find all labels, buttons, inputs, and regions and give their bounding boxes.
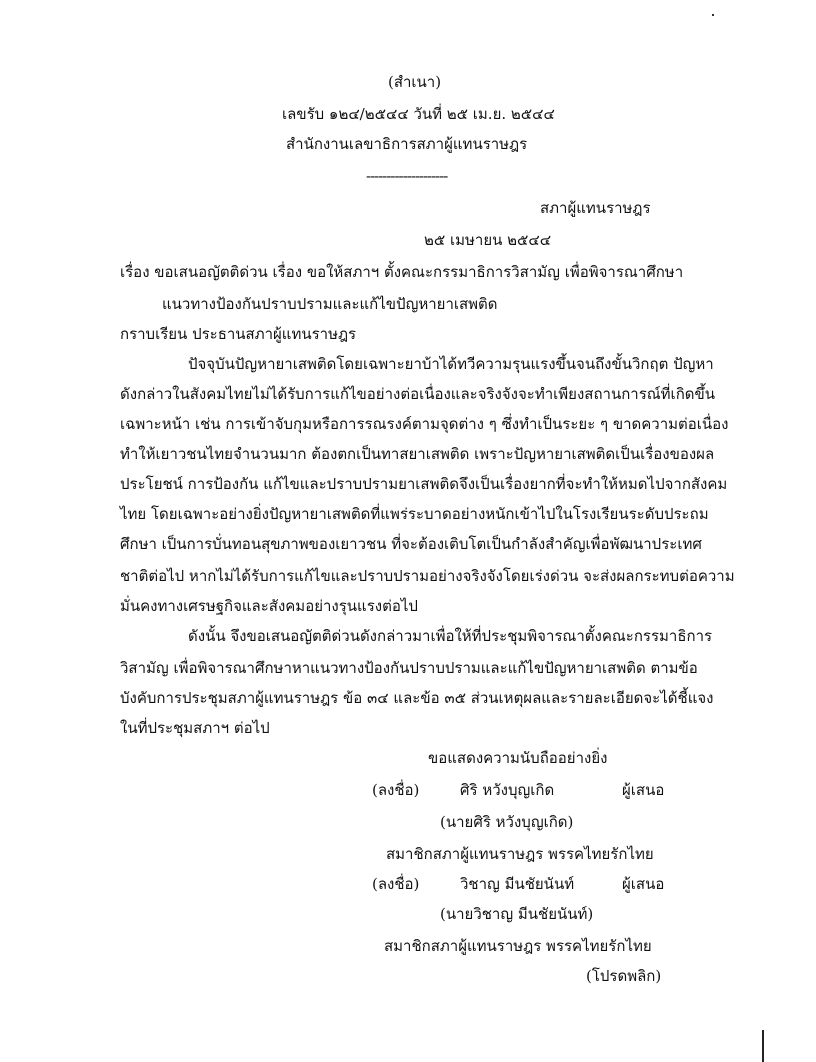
header-divider: -------------------- xyxy=(366,167,448,185)
office-name: สำนักงานเลขาธิการสภาผู้แทนราษฎร xyxy=(286,135,528,153)
printed-name: (นายวิชาญ มีนชัยนันท์) xyxy=(440,905,594,923)
paragraph-line: วิสามัญ เพื่อพิจารณาศึกษาหาแนวทางป้องกันปราบปรามและแก้ไขปัญหายาเสพติด ตามข้อ xyxy=(120,659,698,677)
document-date: ๒๕ เมษายน ๒๕๔๔ xyxy=(424,231,552,249)
paragraph-line: ชาติต่อไป หากไม่ได้รับการแก้ไขและปราบปรามอย่างจริงจังโดยเร่งด่วน จะส่งผลกระทบต่อความ xyxy=(120,567,735,585)
signed-name: วิชาญ มีนชัยนันท์ xyxy=(460,875,575,893)
closing-phrase: ขอแสดงความนับถืออย่างยิ่ง xyxy=(428,749,608,767)
paragraph-line: ไทย โดยเฉพาะอย่างยิ่งปัญหายาเสพติดที่แพร่ระบาดอย่างหนักเข้าไปในโรงเรียนระดับประถม xyxy=(120,505,709,523)
paragraph-line: บังคับการประชุมสภาผู้แทนราษฎร ข้อ ๓๔ และข้อ ๓๕ ส่วนเหตุผลและรายละเอียดจะได้ชี้แจง xyxy=(120,689,714,707)
signer-role: ผู้เสนอ xyxy=(622,875,665,893)
paragraph-line: ดังนั้น จึงขอเสนอญัตติด่วนดังกล่าวมาเพื่อให้ที่ประชุมพิจารณาตั้งคณะกรรมาธิการ xyxy=(188,627,713,645)
scan-edge-line xyxy=(762,1030,764,1062)
paragraph-line: เฉพาะหน้า เช่น การเข้าจับกุมหรือการรณรงค์ตามจุดต่าง ๆ ซึ่งทำเป็นระยะ ๆ ขาดความต่อเนื่อง xyxy=(120,415,729,433)
salutation: กราบเรียน ประธานสภาผู้แทนราษฎร xyxy=(120,325,357,343)
signer-role: ผู้เสนอ xyxy=(622,781,665,799)
signer-position: สมาชิกสภาผู้แทนราษฎร พรรคไทยรักไทย xyxy=(386,845,654,863)
subject-line-1: เรื่อง ขอเสนอญัตติด่วน เรื่อง ขอให้สภาฯ ตั้งคณะกรรมาธิการวิสามัญ เพื่อพิจารณาศึกษา xyxy=(120,263,684,281)
sign-label: (ลงชื่อ) xyxy=(372,875,420,893)
paragraph-line: ศึกษา เป็นการบั่นทอนสุขภาพของเยาวชน ที่จะต้องเติบโตเป็นกำลังสำคัญเพื่อพัฒนาประเทศ xyxy=(120,535,702,553)
paragraph-line: ดังกล่าวในสังคมไทยไม่ได้รับการแก้ไขอย่างต่อเนื่องและจริงจังจะทำเพียงสถานการณ์ที่เกิดขึ้น xyxy=(120,385,716,403)
subject-line-2: แนวทางป้องกันปราบปรามและแก้ไขปัญหายาเสพติด xyxy=(162,295,498,313)
turn-page-note: (โปรดพลิก) xyxy=(586,967,662,985)
signer-position: สมาชิกสภาผู้แทนราษฎร พรรคไทยรักไทย xyxy=(384,937,652,955)
copy-mark: (สำเนา) xyxy=(388,73,442,91)
sender-org: สภาผู้แทนราษฎร xyxy=(540,199,651,217)
scan-speck xyxy=(712,14,714,16)
sign-label: (ลงชื่อ) xyxy=(372,781,420,799)
paragraph-line: ปัจจุบันปัญหายาเสพติดโดยเฉพาะยาบ้าได้ทวีความรุนแรงขึ้นจนถึงขั้นวิกฤต ปัญหา xyxy=(188,355,714,373)
receipt-number: เลขรับ ๑๒๔/๒๕๔๔ วันที่ ๒๕ เม.ย. ๒๕๔๔ xyxy=(282,105,555,123)
paragraph-line: ทำให้เยาวชนไทยจำนวนมาก ต้องตกเป็นทาสยาเสพติด เพราะปัญหายาเสพติดเป็นเรื่องของผล xyxy=(120,445,715,463)
signed-name: ศิริ หวังบุญเกิด xyxy=(460,781,555,799)
paragraph-line: ในที่ประชุมสภาฯ ต่อไป xyxy=(120,719,270,737)
paragraph-line: ประโยชน์ การป้องกัน แก้ไขและปราบปรามยาเสพติดจึงเป็นเรื่องยากที่จะทำให้หมดไปจากสังคม xyxy=(120,475,728,493)
paragraph-line: มั่นคงทางเศรษฐกิจและสังคมอย่างรุนแรงต่อไป xyxy=(120,597,418,615)
printed-name: (นายศิริ หวังบุญเกิด) xyxy=(440,813,574,831)
